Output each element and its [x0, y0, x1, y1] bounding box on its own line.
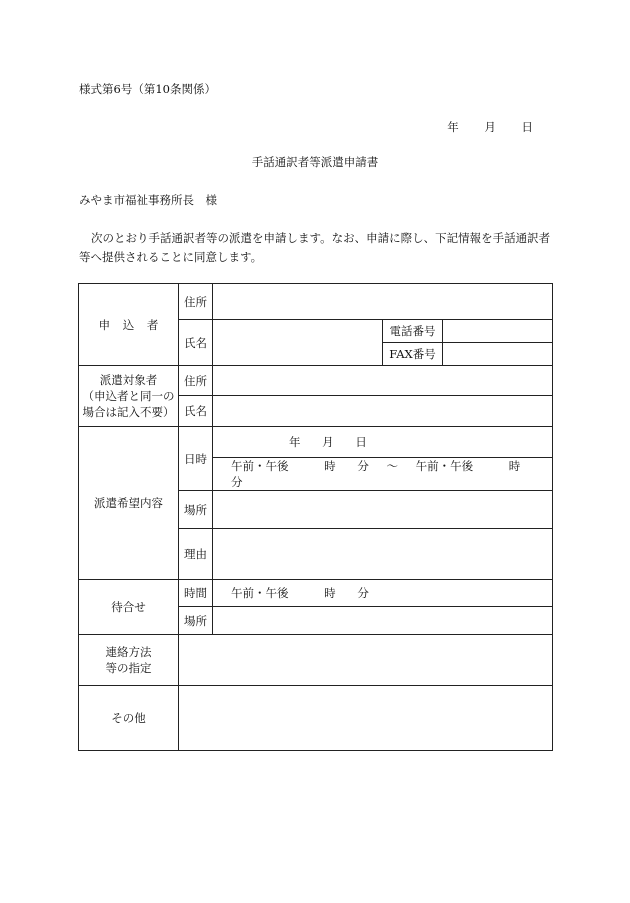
meeting-ampm: 午前・午後: [231, 586, 289, 600]
intro-text: 次のとおり手話通訳者等の派遣を申請します。なお、申請に際し、下記情報を手話通訳者等へ提供されることに同意します。: [79, 231, 551, 264]
request-start-hour: 時: [324, 459, 336, 473]
target-label-line-3: 場合は記入不要）: [82, 405, 175, 419]
applicant-address-field[interactable]: [213, 284, 553, 320]
meeting-place-field[interactable]: [213, 607, 553, 635]
request-year: 年: [289, 435, 301, 449]
document-title: 手話通訳者等派遣申請書: [251, 155, 379, 169]
meeting-place-label: 場所: [179, 607, 213, 635]
request-start-ampm: 午前・午後: [231, 459, 289, 473]
target-label-line-2: （申込者と同一の: [82, 389, 175, 403]
applicant-name-field[interactable]: [213, 320, 383, 366]
request-date-field[interactable]: [213, 427, 553, 458]
meeting-time-label: 時間: [179, 580, 213, 607]
contact-label: [79, 635, 179, 686]
request-reason-field[interactable]: [213, 529, 553, 580]
other-field[interactable]: [179, 686, 553, 751]
meeting-time-field[interactable]: [213, 580, 553, 607]
date-month: 月: [484, 120, 496, 134]
contact-label-line-1: 連絡方法: [105, 645, 152, 659]
datetime-label: 日時: [179, 427, 213, 491]
applicant-address-label: 住所: [179, 284, 213, 320]
applicant-name-label: 氏名: [179, 320, 213, 366]
meeting-minute: 分: [357, 586, 369, 600]
form-number: 様式第6号（第10条関係）: [79, 82, 216, 96]
meeting-label: 待合せ: [79, 580, 179, 635]
request-start-minute: 分: [357, 459, 369, 473]
addressee: みやま市福祉事務所長 様: [79, 193, 217, 207]
phone-field[interactable]: [443, 320, 553, 343]
request-tilde: ～: [386, 459, 398, 473]
fax-field[interactable]: [443, 343, 553, 366]
request-place-field[interactable]: [213, 491, 553, 529]
request-reason-label: 理由: [179, 529, 213, 580]
request-day: 日: [355, 435, 367, 449]
target-label-line-1: 派遣対象者: [99, 373, 158, 387]
request-month: 月: [322, 435, 334, 449]
applicant-label: 申込者: [79, 284, 179, 366]
target-name-field[interactable]: [213, 396, 553, 427]
target-address-label: 住所: [179, 366, 213, 396]
request-end-ampm: 午前・午後: [415, 459, 474, 473]
contact-label-line-2: 等の指定: [105, 661, 152, 675]
meeting-hour: 時: [324, 586, 336, 600]
date-day: 日: [521, 120, 533, 134]
request-end-hour: 時: [508, 459, 521, 473]
request-place-label: 場所: [179, 491, 213, 529]
fax-label: FAX番号: [383, 343, 443, 366]
request-end-minute: 分: [231, 475, 243, 489]
request-time-field[interactable]: [213, 458, 553, 491]
contact-field[interactable]: [179, 635, 553, 686]
phone-label: 電話番号: [383, 320, 443, 343]
target-name-label: 氏名: [179, 396, 213, 427]
target-address-field[interactable]: [213, 366, 553, 396]
other-label: その他: [79, 686, 179, 751]
application-form-table: [78, 283, 553, 751]
date-year: 年: [447, 120, 459, 134]
date-line: [425, 119, 533, 135]
target-label: [79, 366, 179, 427]
request-label: 派遣希望内容: [79, 427, 179, 580]
